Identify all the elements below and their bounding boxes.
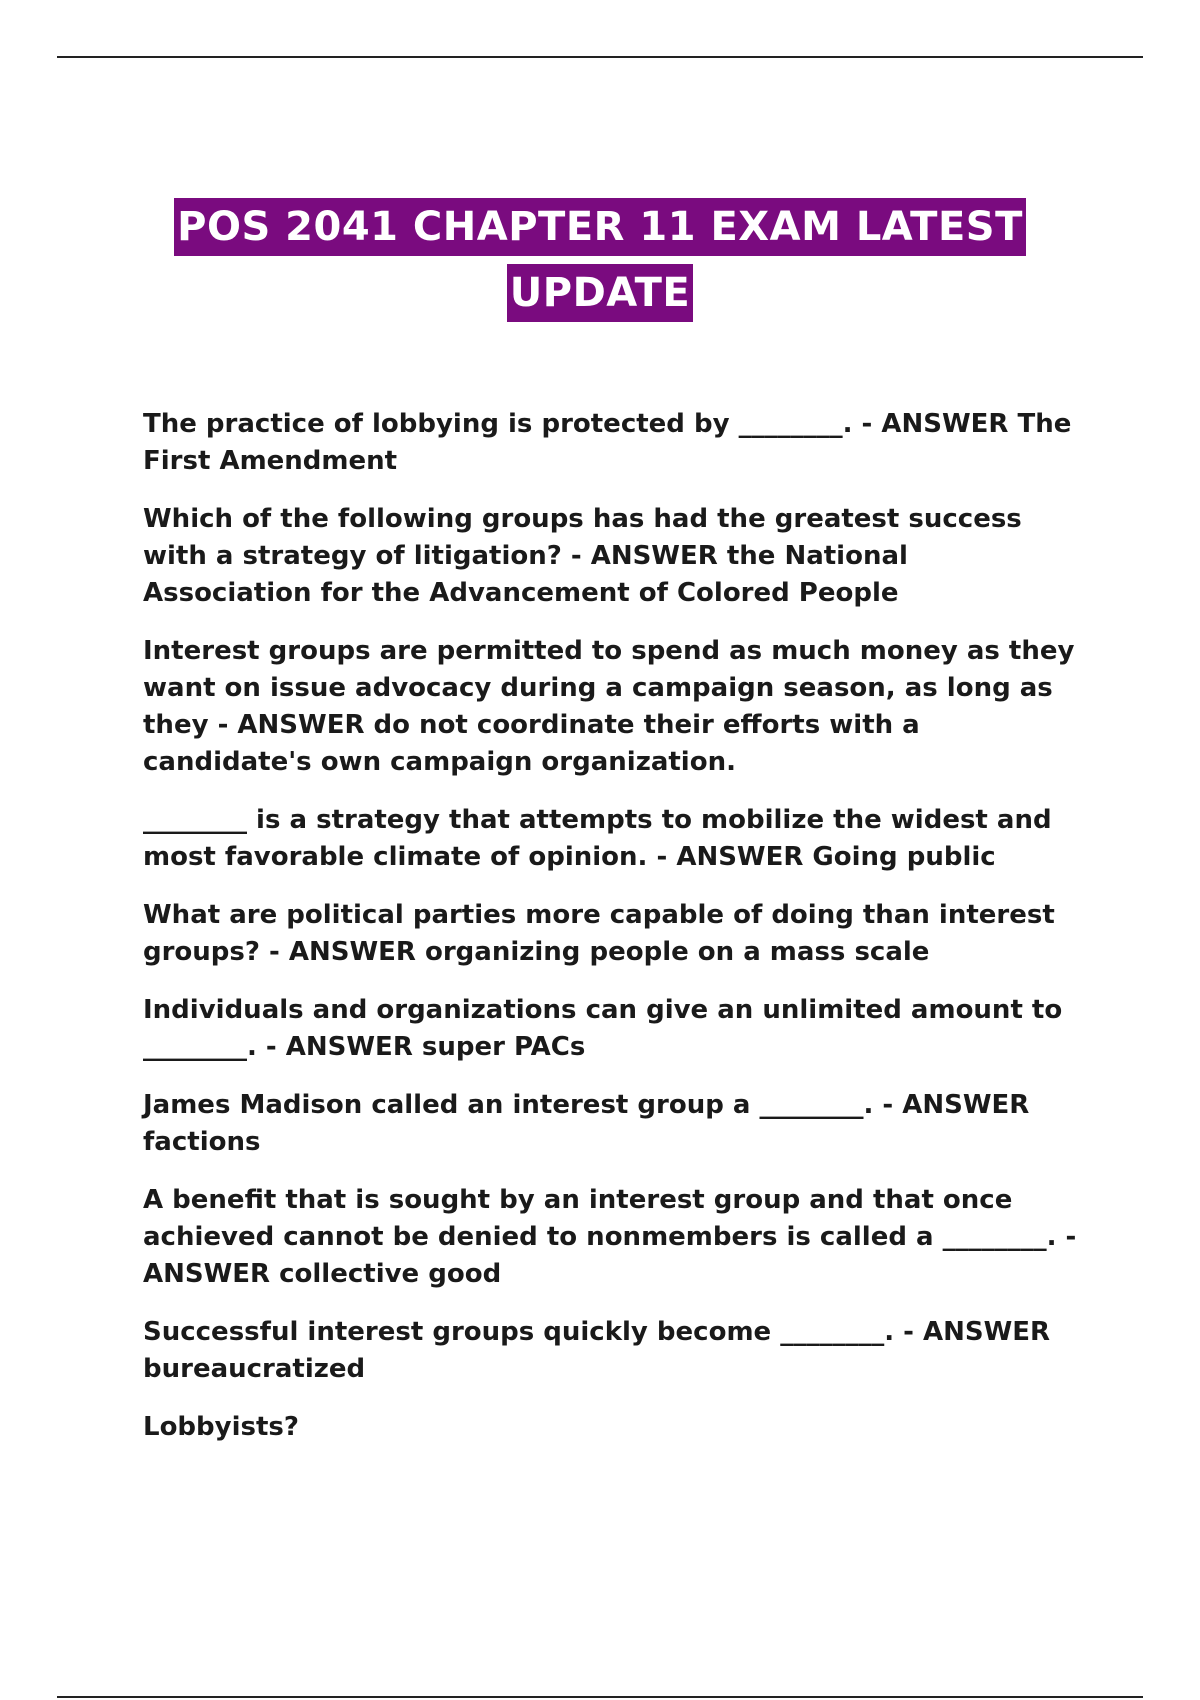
- document-title: [0, 198, 1200, 330]
- bottom-rule: [57, 1696, 1143, 1698]
- title-line-2: UPDATE: [507, 264, 693, 322]
- qa-item: ________ is a strategy that attempts to mobilize the widest and most favorable climate of opinion. - ANSWER Going public: [143, 805, 1052, 872]
- qa-item: Successful interest groups quickly become ________. - ANSWER bureaucratized: [143, 1317, 1051, 1384]
- qa-item: A benefit that is sought by an interest group and that once achieved cannot be denied to nonmembers is called a ________. - ANSWER collective good: [143, 1185, 1077, 1289]
- qa-list: [143, 406, 1083, 1467]
- qa-item: The practice of lobbying is protected by ________. - ANSWER The First Amendment: [143, 409, 1072, 476]
- top-rule: [57, 56, 1143, 58]
- qa-item: What are political parties more capable of doing than interest groups? - ANSWER organizing people on a mass scale: [143, 900, 1055, 967]
- qa-item: Lobbyists?: [143, 1412, 299, 1442]
- qa-item: James Madison called an interest group a ________. - ANSWER factions: [143, 1090, 1030, 1157]
- qa-item: Which of the following groups has had the greatest success with a strategy of litigation? - ANSWER the National Association for the Advancement of Colored People: [143, 504, 1022, 608]
- qa-item: Individuals and organizations can give an unlimited amount to ________. - ANSWER super PACs: [143, 995, 1063, 1062]
- title-line-1: POS 2041 CHAPTER 11 EXAM LATEST: [174, 198, 1026, 256]
- qa-item: Interest groups are permitted to spend as much money as they want on issue advocacy during a campaign season, as long as they - ANSWER do not coordinate their efforts with a candidate's own campaign organization.: [143, 636, 1075, 777]
